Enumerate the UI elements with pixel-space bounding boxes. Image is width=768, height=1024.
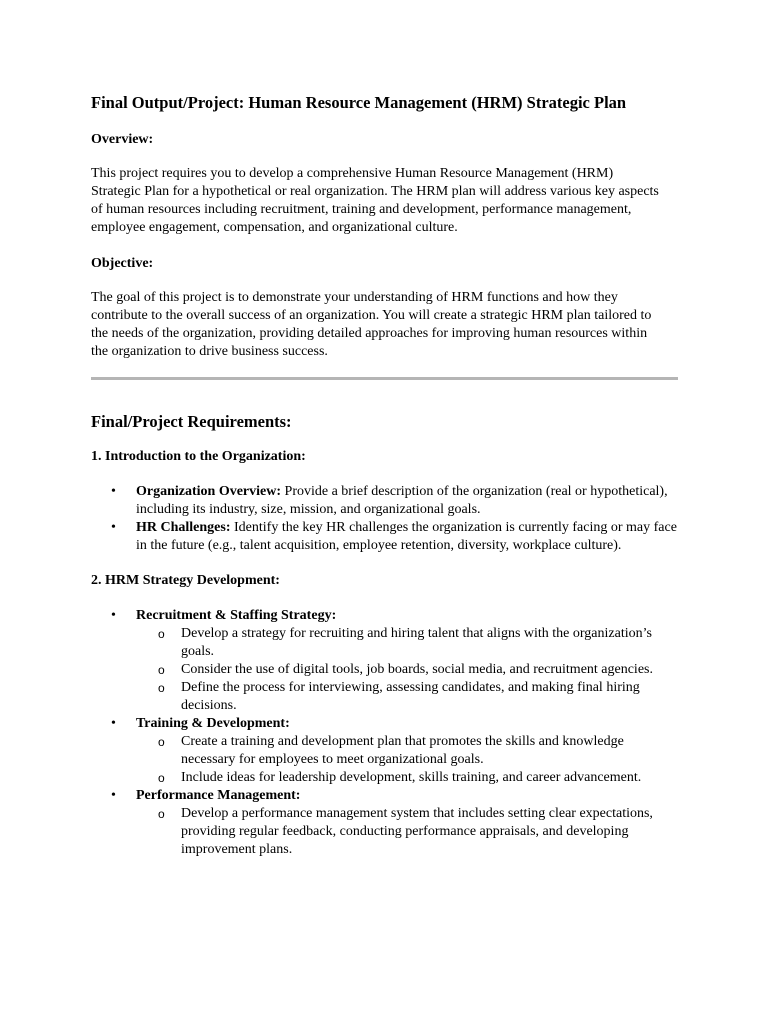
item-bold-label: Performance Management: [136, 788, 301, 803]
bullet-icon: • [111, 788, 116, 803]
sublist-item [136, 661, 681, 679]
sublist-item-text: Include ideas for leadership development, skills training, and career advancement. [181, 770, 642, 785]
sublist-item-text: Develop a performance management system that includes setting clear expectations, providing regular feedback, conducting performance appraisals, and developing improvement plans. [181, 806, 653, 857]
sublist-item-text: Define the process for interviewing, assessing candidates, and making final hiring decisions. [181, 680, 640, 713]
list-item [91, 715, 681, 787]
sublist-item [136, 679, 681, 715]
item-bold-label: Organization Overview: [136, 484, 282, 499]
sublist-item [136, 805, 681, 859]
circle-bullet-icon: o [158, 807, 165, 821]
sublist [136, 805, 681, 859]
list-item [91, 519, 681, 555]
list-item [91, 607, 681, 715]
horizontal-rule [91, 377, 678, 380]
sublist-item-text: Develop a strategy for recruiting and hiring talent that aligns with the organization’s goals. [181, 626, 652, 659]
sublist [136, 625, 681, 715]
sublist-item [136, 733, 681, 769]
sublist-item-text: Create a training and development plan that promotes the skills and knowledge necessary for employees to meet organizational goals. [181, 734, 624, 767]
item-bold-label: HR Challenges: [136, 520, 231, 535]
sublist-item [136, 769, 681, 787]
circle-bullet-icon: o [158, 735, 165, 749]
item-text: Identify the key HR challenges the organization is currently facing or may face in the future (e.g., talent acquisition, employee retention, diversity, workplace culture). [136, 520, 677, 553]
circle-bullet-icon: o [158, 771, 165, 785]
overview-text: This project requires you to develop a comprehensive Human Resource Management (HRM) Strategic Plan for a hypothetical or real organization. The HRM plan will address various key aspects of human resources including recruitment, training and development, performance management, employee engagement, compensation, and organizational culture. [91, 166, 659, 235]
item-text: Provide a brief description of the organization (real or hypothetical), including its industry, size, mission, and organizational goals. [136, 484, 668, 517]
sublist-item [136, 625, 681, 661]
sublist-item-text: Consider the use of digital tools, job boards, social media, and recruitment agencies. [181, 662, 653, 677]
objective-text: The goal of this project is to demonstrate your understanding of HRM functions and how they contribute to the overall success of an organization. You will create a strategic HRM plan tailored to the needs of the organization, providing detailed approaches for improving human resources within the organization to drive business success. [91, 290, 652, 359]
objective-label: Objective: [91, 256, 154, 271]
list-item [91, 483, 681, 519]
document-title: Final Output/Project: Human Resource Management (HRM) Strategic Plan [91, 93, 627, 112]
requirements-heading: Final/Project Requirements: [91, 412, 292, 431]
sublist [136, 733, 681, 787]
section1-list [91, 483, 681, 555]
item-bold-label: Training & Development: [136, 716, 290, 731]
section2-title: 2. HRM Strategy Development: [91, 573, 280, 588]
overview-label: Overview: [91, 132, 154, 147]
circle-bullet-icon: o [158, 681, 165, 695]
bullet-icon: • [111, 484, 116, 499]
circle-bullet-icon: o [158, 627, 165, 641]
bullet-icon: • [111, 716, 116, 731]
circle-bullet-icon: o [158, 663, 165, 677]
section1-title: 1. Introduction to the Organization: [91, 449, 306, 464]
section2-list [91, 607, 681, 859]
bullet-icon: • [111, 608, 116, 623]
document-page [91, 93, 681, 859]
bullet-icon: • [111, 520, 116, 535]
list-item [91, 787, 681, 859]
item-bold-label: Recruitment & Staffing Strategy: [136, 608, 337, 623]
